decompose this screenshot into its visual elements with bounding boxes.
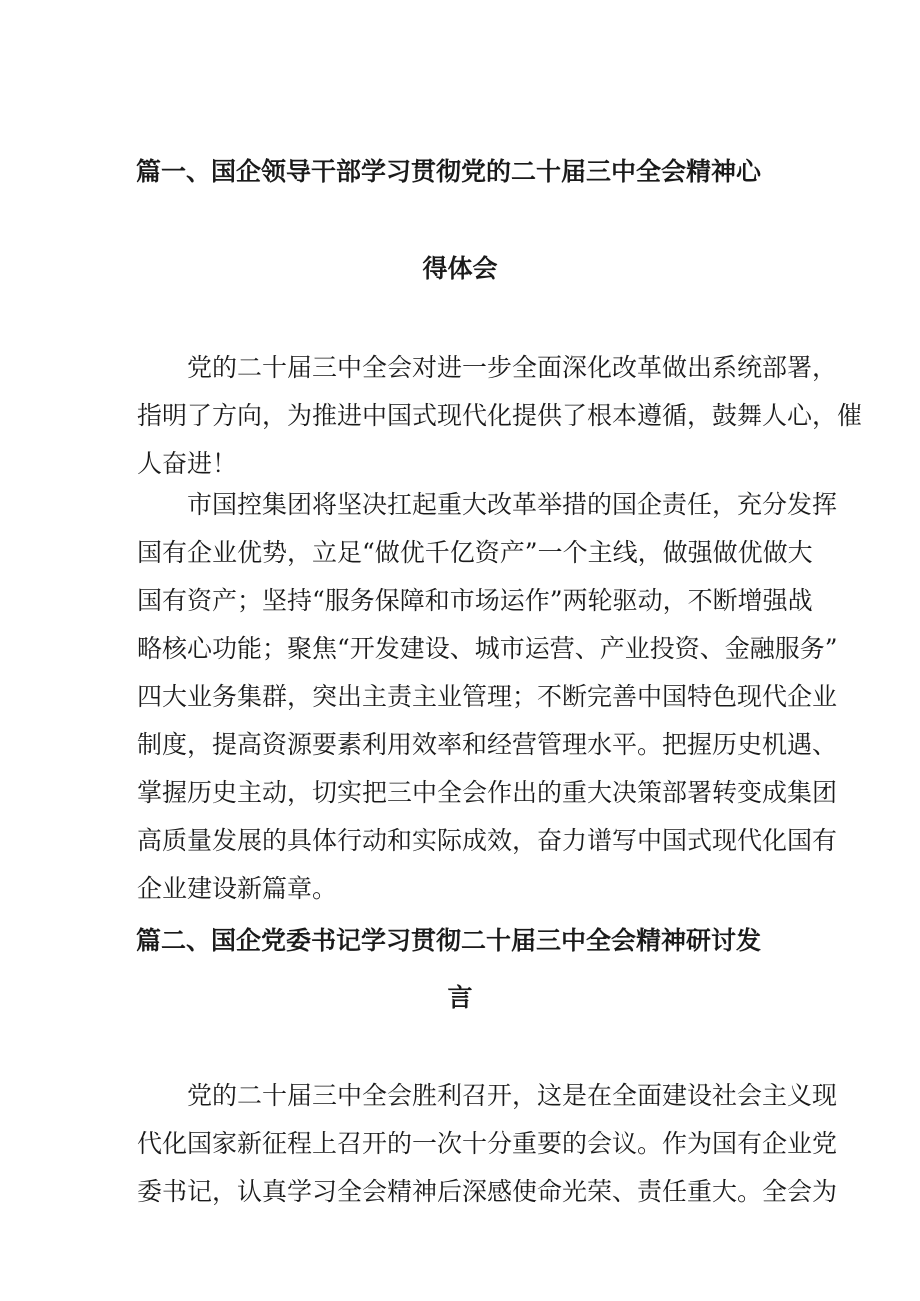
text-line: 国有企业优势，立足“做优千亿资产”一个主线，做强做优做大 [137,538,813,567]
text-line: 市国控集团将坚决扛起重大改革举措的国企责任，充分发挥 [187,490,838,519]
text-line: 高质量发展的具体行动和实际成效，奋力谱写中国式现代化国有 [137,826,838,855]
section2-paragraph-1 [137,1072,838,1216]
text-line: 企业建设新篇章。 [137,874,338,903]
section1-heading-continuation: 得体会 [422,254,498,283]
text-line: 国有资产；坚持“服务保障和市场运作”两轮驱动，不断增强战 [137,586,813,615]
text-line: 代化国家新征程上召开的一次十分重要的会议。作为国有企业党 [137,1129,838,1158]
text-line: 委书记，认真学习全会精神后深感使命光荣、责任重大。全会为 [137,1177,838,1206]
text-line: 人奋进！ [137,449,238,478]
section1-heading: 篇一、国企领导干部学习贯彻党的二十届三中全会精神心 [136,157,762,186]
section1-paragraph-1 [137,344,863,488]
section1-paragraph-2 [137,481,838,913]
text-line: 党的二十届三中全会对进一步全面深化改革做出系统部署， [187,353,838,382]
section2-heading-continuation: 言 [447,983,473,1012]
text-line: 党的二十届三中全会胜利召开，这是在全面建设社会主义现 [187,1081,838,1110]
text-line: 制度，提高资源要素利用效率和经营管理水平。把握历史机遇、 [137,730,838,759]
text-line: 略核心功能；聚焦“开发建设、城市运营、产业投资、金融服务” [137,634,838,663]
text-line: 指明了方向，为推进中国式现代化提供了根本遵循，鼓舞人心，催 [137,401,863,430]
section2-heading: 篇二、国企党委书记学习贯彻二十届三中全会精神研讨发 [136,926,762,955]
text-line: 掌握历史主动，切实把三中全会作出的重大决策部署转变成集团 [137,778,838,807]
text-line: 四大业务集群，突出主责主业管理；不断完善中国特色现代企业 [137,682,838,711]
